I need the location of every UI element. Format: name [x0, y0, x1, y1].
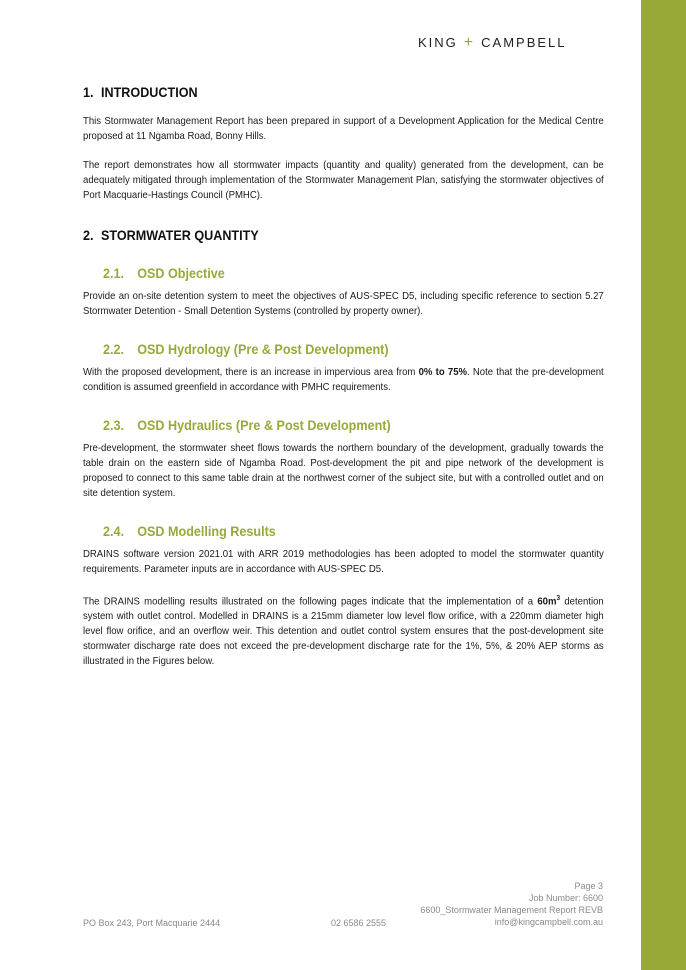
osd-hydrology-paragraph: With the proposed development, there is an increase in impervious area from 0% to 75%. Note that the pre-development condition is assumed greenfield in accordance with PMHC requirements.: [83, 367, 604, 393]
footer-job-number: Job Number: 6600: [528, 893, 603, 903]
brand-left: KING: [418, 35, 458, 50]
subsection-heading-osd-hydrology: 2.2. OSD Hydrology (Pre & Post Development): [103, 341, 389, 357]
footer-right-block: [420, 880, 603, 928]
osd-objective-paragraph: Provide an on-site detention system to meet the objectives of AUS-SPEC D5, including specific reference to section 5.27 Stormwater Detention - Small Detention Systems (controlled by property owner).: [83, 291, 604, 317]
subsection-heading-osd-objective: 2.1. OSD Objective: [103, 265, 225, 281]
section-heading-introduction: 1. INTRODUCTION: [83, 84, 198, 100]
osd-modelling-paragraph-1: DRAINS software version 2021.01 with ARR 2019 methodologies has been adopted to model the stormwater quantity requirements. Parameter inputs are in accordance with AUS-SPEC D5.: [83, 549, 604, 575]
osd-hydraulics-paragraph: Pre-development, the stormwater sheet flows towards the northern boundary of the development, gradually towards the table drain on the eastern side of Ngamba Road. Post-development the pit and pipe network of the development is proposed to connect to this same table drain at the northwest corner of the subject site, but with a controlled outlet and on site detention system.: [83, 443, 604, 499]
subsection-heading-osd-hydraulics: 2.3. OSD Hydraulics (Pre & Post Development): [103, 417, 391, 433]
osd-modelling-paragraph-2: The DRAINS modelling results illustrated on the following pages indicate that the implementation of a $60m^3$ detention system with outlet control. Modelled in DRAINS is a 215mm diameter low level flow orifice, with a 220mm diameter high level flow orifice, and an overflow weir. This detention and outlet control system ensures that the post-development site stormwater discharge rate does not exceed the pre-development discharge rate for the 1%, 5%, & 20% AEP storms as illustrated in the Figures below.: [83, 595, 604, 668]
footer-phone: 02 6586 2555: [331, 918, 387, 928]
brand-logo: [418, 34, 567, 52]
side-accent-bar: [641, 0, 686, 970]
document-body: [83, 84, 604, 683]
section-heading-stormwater-quantity: 2. STORMWATER QUANTITY: [83, 227, 259, 243]
footer-address: PO Box 243, Port Macquarie 2444: [83, 918, 221, 928]
brand-right: CAMPBELL: [481, 35, 567, 50]
footer-document-name: 6600_Stormwater Management Report REVB: [420, 905, 603, 915]
subsection-heading-osd-modelling: 2.4. OSD Modelling Results: [103, 523, 276, 539]
brand-plus: +: [463, 34, 476, 51]
footer-page-number: Page 3: [574, 881, 603, 891]
intro-paragraph-1: This Stormwater Management Report has been prepared in support of a Development Application for the Medical Centre proposed at 11 Ngamba Road, Bonny Hills.: [83, 116, 604, 142]
footer-email: info@kingcampbell.com.au: [494, 917, 603, 927]
intro-paragraph-2: The report demonstrates how all stormwater impacts (quantity and quality) generated from the development, can be adequately mitigated through implementation of the Stormwater Management Plan, satisfying the stormwater objectives of Port Macquarie-Hastings Council (PMHC).: [83, 160, 604, 201]
